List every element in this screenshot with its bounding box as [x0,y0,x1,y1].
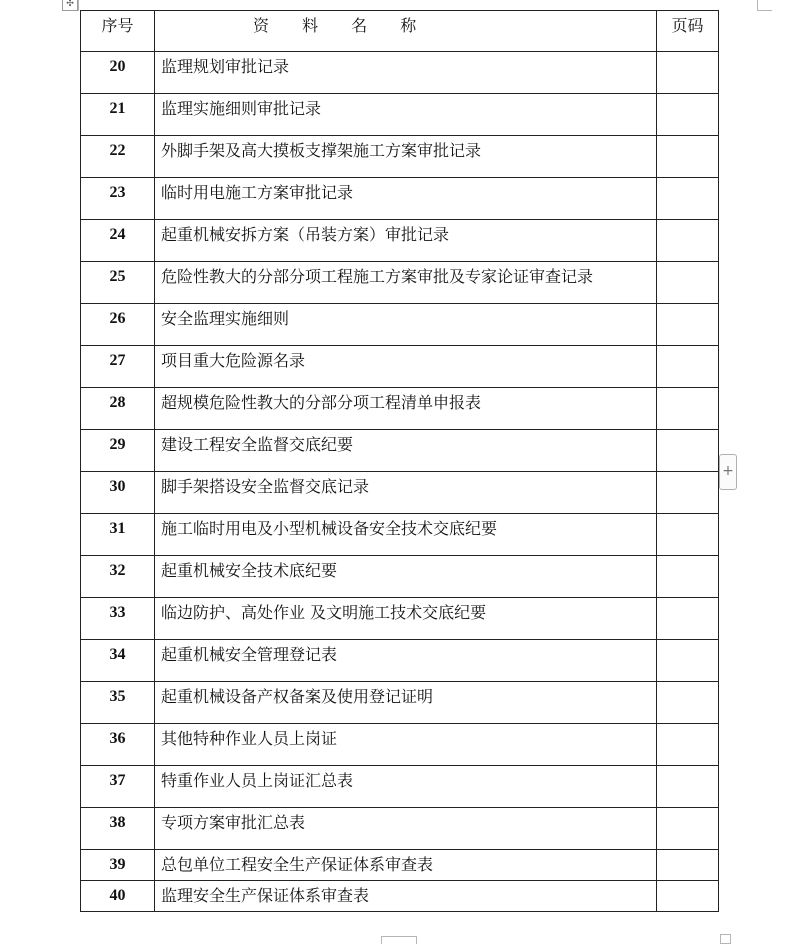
table-row [81,388,719,430]
table-row [81,766,719,808]
table-row [81,640,719,682]
cell-page[interactable] [657,262,719,304]
cell-no[interactable] [81,52,155,94]
cell-page[interactable] [657,388,719,430]
row-number: 32 [109,562,126,579]
cell-name[interactable] [155,178,657,220]
header-label-no: 序号 [101,16,134,35]
cell-name[interactable] [155,640,657,682]
document-name: 特重作业人员上岗证汇总表 [161,771,354,790]
table-row [81,881,719,912]
cell-name[interactable] [155,94,657,136]
document-name: 监理规划审批记录 [161,57,290,76]
cell-page[interactable] [657,346,719,388]
document-name: 起重机械安拆方案（吊装方案）审批记录 [161,225,450,244]
margin-corner-mark [757,0,772,11]
row-number: 37 [109,772,126,789]
cell-page[interactable] [657,52,719,94]
document-table [80,10,719,912]
table-row [81,430,719,472]
document-name: 总包单位工程安全生产保证体系审查表 [161,855,434,874]
move-arrows-icon: ✣ [66,0,74,9]
cell-page[interactable] [657,766,719,808]
cell-page[interactable] [657,304,719,346]
document-name: 监理实施细则审批记录 [161,99,322,118]
plus-icon: + [722,463,734,479]
document-name: 起重机械安全管理登记表 [161,645,338,664]
table-row [81,346,719,388]
cell-page[interactable] [657,598,719,640]
cell-name[interactable] [155,262,657,304]
row-number: 28 [109,394,126,411]
cell-no[interactable] [81,136,155,178]
cell-no[interactable] [81,346,155,388]
document-name: 项目重大危险源名录 [161,351,306,370]
cell-no[interactable] [81,881,155,912]
cell-no[interactable] [81,388,155,430]
add-row-button[interactable] [719,454,737,490]
cell-page[interactable] [657,556,719,598]
cell-name[interactable] [155,430,657,472]
cell-name[interactable] [155,304,657,346]
document-name: 起重机械安全技术底纪要 [161,561,338,580]
document-name: 安全监理实施细则 [161,309,290,328]
cell-page[interactable] [657,136,719,178]
header-label-name: 资 料 名 称 [253,16,431,35]
table-move-handle[interactable] [62,0,78,11]
header-label-page: 页码 [671,16,704,35]
table-row [81,262,719,304]
row-number: 33 [109,604,126,621]
row-number: 31 [109,520,126,537]
row-number: 26 [109,310,126,327]
table-row [81,682,719,724]
cell-no[interactable] [81,766,155,808]
table-row [81,178,719,220]
cell-page[interactable] [657,514,719,556]
row-number: 24 [109,226,126,243]
document-name: 施工临时用电及小型机械设备安全技术交底纪要 [161,519,498,538]
cell-no[interactable] [81,808,155,850]
cell-no[interactable] [81,556,155,598]
header-cell-no [81,11,155,52]
document-name: 建设工程安全监督交底纪要 [161,435,354,454]
document-name: 专项方案审批汇总表 [161,813,306,832]
document-name: 监理安全生产保证体系审查表 [161,886,370,905]
cell-page[interactable] [657,850,719,881]
row-number: 23 [109,184,126,201]
row-number: 40 [109,887,126,904]
cell-page[interactable] [657,178,719,220]
row-number: 20 [109,58,126,75]
table-row [81,514,719,556]
row-number: 30 [109,478,126,495]
row-number: 22 [109,142,126,159]
cell-name[interactable] [155,556,657,598]
table-row [81,850,719,881]
cell-page[interactable] [657,94,719,136]
document-name: 起重机械设备产权备案及使用登记证明 [161,687,434,706]
cell-name[interactable] [155,808,657,850]
table-row [81,724,719,766]
table-row [81,808,719,850]
cell-page[interactable] [657,881,719,912]
cell-name[interactable] [155,514,657,556]
cell-name[interactable] [155,472,657,514]
cell-page[interactable] [657,682,719,724]
cell-name[interactable] [155,346,657,388]
cell-name[interactable] [155,766,657,808]
row-number: 38 [109,814,126,831]
row-number: 27 [109,352,126,369]
cell-no[interactable] [81,94,155,136]
document-name: 临时用电施工方案审批记录 [161,183,354,202]
row-number: 36 [109,730,126,747]
cell-page[interactable] [657,472,719,514]
cell-name[interactable] [155,136,657,178]
cell-name[interactable] [155,388,657,430]
cell-no[interactable] [81,724,155,766]
cell-no[interactable] [81,514,155,556]
table-row [81,304,719,346]
cell-name[interactable] [155,682,657,724]
row-number: 21 [109,100,126,117]
cell-name[interactable] [155,220,657,262]
cell-no[interactable] [81,178,155,220]
table-row [81,472,719,514]
cell-name[interactable] [155,52,657,94]
cell-no[interactable] [81,304,155,346]
cell-no[interactable] [81,220,155,262]
cell-no[interactable] [81,472,155,514]
cell-page[interactable] [657,640,719,682]
cell-no[interactable] [81,262,155,304]
table-header-row [81,11,719,52]
document-name: 外脚手架及高大摸板支撑架施工方案审批记录 [161,141,482,160]
table-row [81,136,719,178]
cell-no[interactable] [81,598,155,640]
table-row [81,52,719,94]
cell-name[interactable] [155,850,657,881]
cell-no[interactable] [81,850,155,881]
cell-page[interactable] [657,220,719,262]
row-number: 35 [109,688,126,705]
table-row [81,598,719,640]
cell-no[interactable] [81,640,155,682]
cell-no[interactable] [81,682,155,724]
document-name: 危险性教大的分部分项工程施工方案审批及专家论证审查记录 [161,267,594,286]
row-number: 25 [109,268,126,285]
row-number: 29 [109,436,126,453]
cell-page[interactable] [657,808,719,850]
cell-name[interactable] [155,724,657,766]
cell-page[interactable] [657,724,719,766]
cell-name[interactable] [155,881,657,912]
document-name: 其他特种作业人员上岗证 [161,729,338,748]
table-row [81,94,719,136]
table-row [81,556,719,598]
header-cell-name [155,11,657,52]
header-cell-page [657,11,719,52]
cell-name[interactable] [155,598,657,640]
document-name: 临边防护、高处作业 及文明施工技术交底纪要 [161,603,487,622]
document-name: 脚手架搭设安全监督交底记录 [161,477,370,496]
table-row [81,220,719,262]
row-number: 39 [109,856,126,873]
cell-page[interactable] [657,430,719,472]
cell-no[interactable] [81,430,155,472]
document-name: 超规模危险性教大的分部分项工程清单申报表 [161,393,482,412]
row-number: 34 [109,646,126,663]
